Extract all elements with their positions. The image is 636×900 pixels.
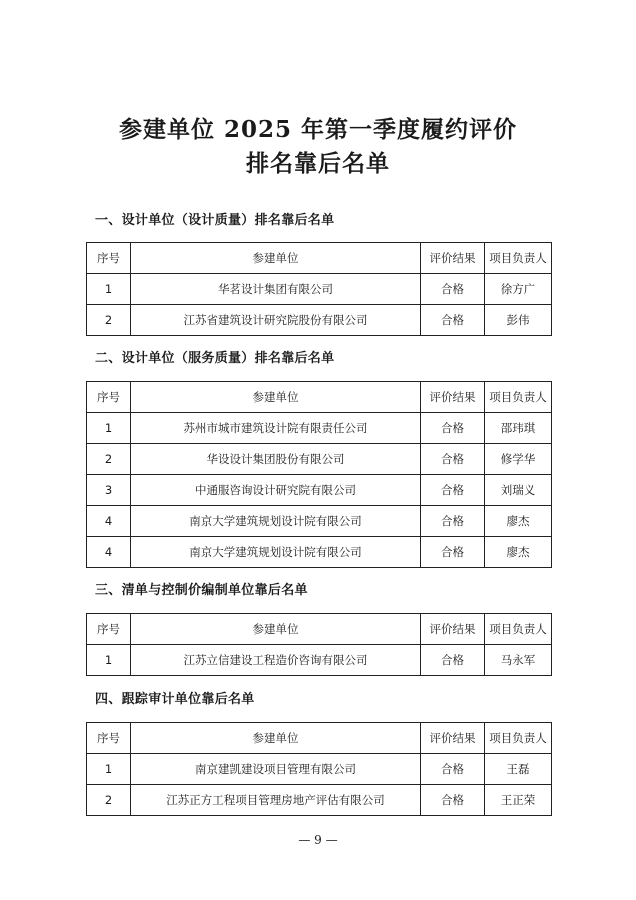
document-title-line1: 参建单位 2025 年第一季度履约评价	[118, 116, 518, 143]
cell-lead: 彭伟	[485, 305, 552, 336]
cell-result: 合格	[421, 754, 485, 785]
table-row	[87, 274, 552, 305]
cell-unit: 南京大学建筑规划设计院有限公司	[131, 537, 421, 568]
cell-lead: 刘瑞义	[485, 475, 552, 506]
header-result: 评价结果	[421, 723, 485, 754]
section-4-table	[86, 722, 552, 816]
table-header-row	[87, 723, 552, 754]
cell-lead: 邵玮琪	[485, 413, 552, 444]
header-no: 序号	[87, 382, 131, 413]
cell-unit: 华设设计集团股份有限公司	[131, 444, 421, 475]
document-title-line2: 排名靠后名单	[246, 150, 390, 177]
cell-lead: 廖杰	[485, 506, 552, 537]
table-header-row	[87, 243, 552, 274]
header-lead: 项目负责人	[485, 382, 552, 413]
page-number: — 9 —	[298, 833, 338, 847]
table-row	[87, 413, 552, 444]
cell-lead: 修学华	[485, 444, 552, 475]
cell-result: 合格	[421, 475, 485, 506]
table-row	[87, 754, 552, 785]
cell-unit: 南京建凯建设项目管理有限公司	[131, 754, 421, 785]
table-row	[87, 645, 552, 676]
section-3-heading: 三、清单与控制价编制单位靠后名单	[95, 583, 308, 598]
header-lead: 项目负责人	[485, 723, 552, 754]
cell-no: 1	[87, 645, 131, 676]
cell-result: 合格	[421, 785, 485, 816]
cell-result: 合格	[421, 506, 485, 537]
section-1-table	[86, 242, 552, 336]
section-2-table	[86, 381, 552, 568]
header-no: 序号	[87, 614, 131, 645]
section-2-heading: 二、设计单位（服务质量）排名靠后名单	[95, 351, 335, 366]
cell-result: 合格	[421, 645, 485, 676]
table-row	[87, 506, 552, 537]
cell-no: 4	[87, 506, 131, 537]
cell-no: 4	[87, 537, 131, 568]
cell-unit: 南京大学建筑规划设计院有限公司	[131, 506, 421, 537]
cell-result: 合格	[421, 413, 485, 444]
table-row	[87, 537, 552, 568]
cell-no: 2	[87, 444, 131, 475]
cell-no: 3	[87, 475, 131, 506]
cell-unit: 江苏正方工程项目管理房地产评估有限公司	[131, 785, 421, 816]
header-no: 序号	[87, 243, 131, 274]
header-result: 评价结果	[421, 243, 485, 274]
table-row	[87, 305, 552, 336]
cell-unit: 华茗设计集团有限公司	[131, 274, 421, 305]
table-header-row	[87, 382, 552, 413]
cell-no: 1	[87, 274, 131, 305]
header-lead: 项目负责人	[485, 243, 552, 274]
cell-unit: 苏州市城市建筑设计院有限责任公司	[131, 413, 421, 444]
section-4-heading: 四、跟踪审计单位靠后名单	[95, 692, 255, 707]
cell-lead: 廖杰	[485, 537, 552, 568]
header-result: 评价结果	[421, 382, 485, 413]
header-unit: 参建单位	[131, 614, 421, 645]
cell-lead: 王正荣	[485, 785, 552, 816]
cell-unit: 江苏省建筑设计研究院股份有限公司	[131, 305, 421, 336]
header-result: 评价结果	[421, 614, 485, 645]
section-1-heading: 一、设计单位（设计质量）排名靠后名单	[95, 213, 335, 228]
cell-result: 合格	[421, 444, 485, 475]
cell-no: 2	[87, 305, 131, 336]
section-3-table	[86, 613, 552, 676]
cell-no: 2	[87, 785, 131, 816]
table-row	[87, 475, 552, 506]
cell-unit: 江苏立信建设工程造价咨询有限公司	[131, 645, 421, 676]
cell-unit: 中通服咨询设计研究院有限公司	[131, 475, 421, 506]
cell-no: 1	[87, 413, 131, 444]
header-unit: 参建单位	[131, 382, 421, 413]
table-row	[87, 785, 552, 816]
header-unit: 参建单位	[131, 243, 421, 274]
header-lead: 项目负责人	[485, 614, 552, 645]
table-header-row	[87, 614, 552, 645]
header-unit: 参建单位	[131, 723, 421, 754]
cell-no: 1	[87, 754, 131, 785]
cell-result: 合格	[421, 305, 485, 336]
cell-result: 合格	[421, 537, 485, 568]
header-no: 序号	[87, 723, 131, 754]
cell-lead: 王磊	[485, 754, 552, 785]
table-row	[87, 444, 552, 475]
cell-lead: 马永军	[485, 645, 552, 676]
cell-lead: 徐方广	[485, 274, 552, 305]
cell-result: 合格	[421, 274, 485, 305]
